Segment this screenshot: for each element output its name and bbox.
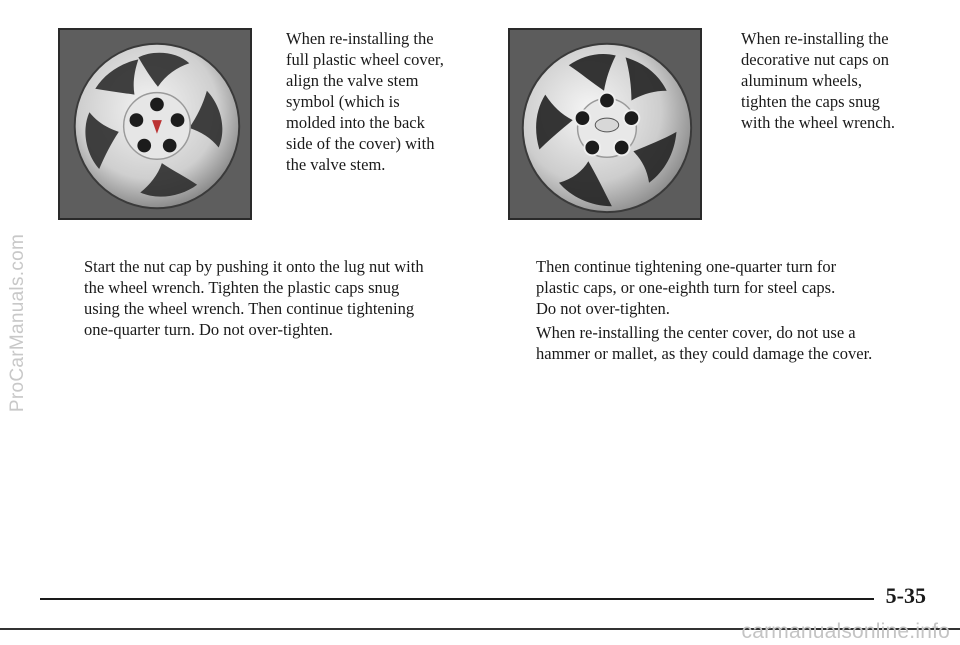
aluminum-wheel-photo — [508, 28, 702, 220]
wheel-cover-caption: When re-installing the full plastic wheel cover, align the valve stem symbol (which is molded into the back side of the cover) with the valve stem. — [286, 29, 444, 174]
page-number: 5-35 — [885, 583, 926, 608]
bottom-watermark: carmanualsonline.info — [741, 620, 950, 643]
footer-rule — [40, 598, 874, 600]
nut-cap-instructions: Start the nut cap by pushing it onto the lug nut with the wheel wrench. Tighten the plastic caps snug using the wheel wrench. Then continue tightening one-quarter turn. Do not over-tighten. — [84, 257, 424, 339]
side-watermark — [0, 0, 36, 645]
center-cover-instructions: When re-installing the center cover, do not use a hammer or mallet, as they could damage the cover. — [536, 323, 873, 363]
wheel-cover-illustration — [60, 30, 250, 218]
tightening-instructions: Then continue tightening one-quarter turn for plastic caps, or one-eighth turn for steel caps. Do not over-tighten. — [536, 257, 837, 318]
aluminum-wheel-illustration — [510, 30, 700, 218]
wheel-cover-photo — [58, 28, 252, 220]
side-watermark-text: ProCarManuals.com — [7, 233, 28, 412]
nut-caps-caption: When re-installing the decorative nut caps on aluminum wheels, tighten the caps snug with the wheel wrench. — [741, 29, 895, 132]
